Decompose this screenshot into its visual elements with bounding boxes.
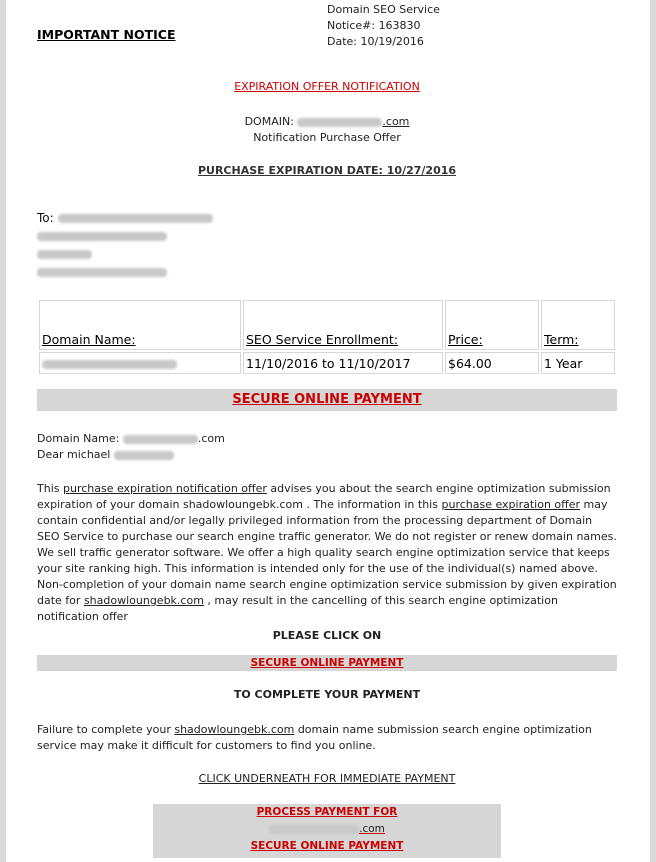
body-text: may contain confidential and/or legally privileged information from the processing department of Domain SEO Service to purchase our search engine traffic generator. We do not register or renew domain names. We sell traffic generator software. We offer a high quality search engine optimization service that keeps your site ranking high. This information is intended only for the use of the individual(s) named above.: [37, 498, 617, 575]
domain-name-label: Domain Name:: [37, 432, 120, 445]
domain-link[interactable]: [297, 115, 409, 128]
please-click-on: PLEASE CLICK ON: [272, 629, 382, 642]
to-label: To:: [37, 211, 54, 225]
domain-line: [37, 115, 617, 128]
cell-term: 1 Year: [541, 352, 615, 374]
process-domain-link[interactable]: [153, 821, 501, 838]
process-payment-link[interactable]: PROCESS PAYMENT FOR: [256, 806, 398, 818]
domain-link[interactable]: shadowloungebk.com: [83, 594, 204, 607]
cell-enrollment: 11/10/2016 to 11/10/2017: [243, 352, 443, 374]
redacted-name: [58, 214, 213, 223]
redacted-surname: [114, 451, 174, 460]
body-text: domain name submission search engine optimization service may make it difficult for customers to find you online.: [37, 723, 592, 752]
domain-suffix: .com: [359, 823, 385, 835]
recipient-name-line: [37, 209, 213, 227]
domain-link[interactable]: shadowloungebk.com: [174, 723, 295, 736]
to-complete-payment: TO COMPLETE YOUR PAYMENT: [233, 688, 421, 701]
redacted-state-zip: [37, 268, 167, 277]
notice-date: Date: 10/19/2016: [327, 35, 424, 48]
body-text: , may result in the cancelling of this search engine optimization notification offer: [37, 594, 558, 623]
offer-link[interactable]: purchase expiration notification offer: [62, 482, 267, 495]
domain-name-link[interactable]: [42, 356, 177, 371]
expiration-offer-heading: EXPIRATION OFFER NOTIFICATION: [234, 80, 420, 93]
cell-domain-name: [39, 352, 241, 374]
body-text: This: [37, 482, 60, 495]
dear-label: Dear michael: [37, 448, 111, 461]
secure-online-payment-link[interactable]: SECURE ONLINE PAYMENT: [232, 392, 422, 407]
body-text: Failure to complete your: [37, 723, 171, 736]
service-name: Domain SEO Service: [327, 3, 440, 16]
table-row: [39, 352, 615, 374]
greeting: [37, 431, 225, 463]
process-secure-payment-link[interactable]: SECURE ONLINE PAYMENT: [250, 840, 404, 852]
address-state-line: [37, 263, 213, 281]
greeting-domain-line: [37, 431, 225, 447]
purchase-expiration-date: PURCHASE EXPIRATION DATE: 10/27/2016: [197, 164, 457, 177]
important-notice-title: IMPORTANT NOTICE: [37, 27, 176, 42]
notice-number: Notice#: 163830: [327, 19, 421, 32]
greeting-dear-line: [37, 447, 225, 463]
window-frame-left: [0, 0, 6, 862]
cell-price: $64.00: [445, 352, 539, 374]
click-underneath-link[interactable]: CLICK UNDERNEATH FOR IMMEDIATE PAYMENT: [198, 772, 456, 785]
redacted-domain: [123, 435, 198, 444]
domain-suffix: .com: [197, 432, 225, 445]
header-domain-name: Domain Name:: [39, 300, 241, 350]
window-frame-right: [650, 0, 656, 862]
domain-label: DOMAIN:: [244, 115, 294, 128]
address-street-line: [37, 227, 213, 245]
redacted-domain: [42, 360, 177, 369]
notification-purchase-offer: Notification Purchase Offer: [253, 131, 401, 144]
header-seo-enrollment: SEO Service Enrollment:: [243, 300, 443, 350]
domain-service-table: [37, 298, 617, 376]
header-price: Price:: [445, 300, 539, 350]
redacted-city: [37, 250, 92, 259]
secure-online-payment-bar[interactable]: [37, 655, 617, 671]
header-term: Term:: [541, 300, 615, 350]
secure-online-payment-link[interactable]: SECURE ONLINE PAYMENT: [250, 657, 404, 669]
address-city-line: [37, 245, 213, 263]
redacted-domain: [269, 825, 359, 834]
failure-notice: [37, 722, 617, 754]
notice-body: [37, 481, 617, 625]
offer-link[interactable]: purchase expiration offer: [441, 498, 581, 511]
secure-online-payment-banner[interactable]: [37, 389, 617, 411]
recipient-address: [37, 209, 213, 281]
header-info: [327, 2, 440, 50]
body-text: Non-completion of your domain name search engine optimization service submission by given expiration date for: [37, 578, 617, 607]
table-header-row: [39, 300, 615, 350]
domain-suffix: .com: [382, 115, 410, 128]
body-text: advises you about the search engine optimization submission expiration of your domain shadowloungebk.com . The information in this: [37, 482, 611, 511]
redacted-domain: [297, 118, 382, 127]
process-payment-box[interactable]: [153, 804, 501, 858]
redacted-street: [37, 232, 167, 241]
